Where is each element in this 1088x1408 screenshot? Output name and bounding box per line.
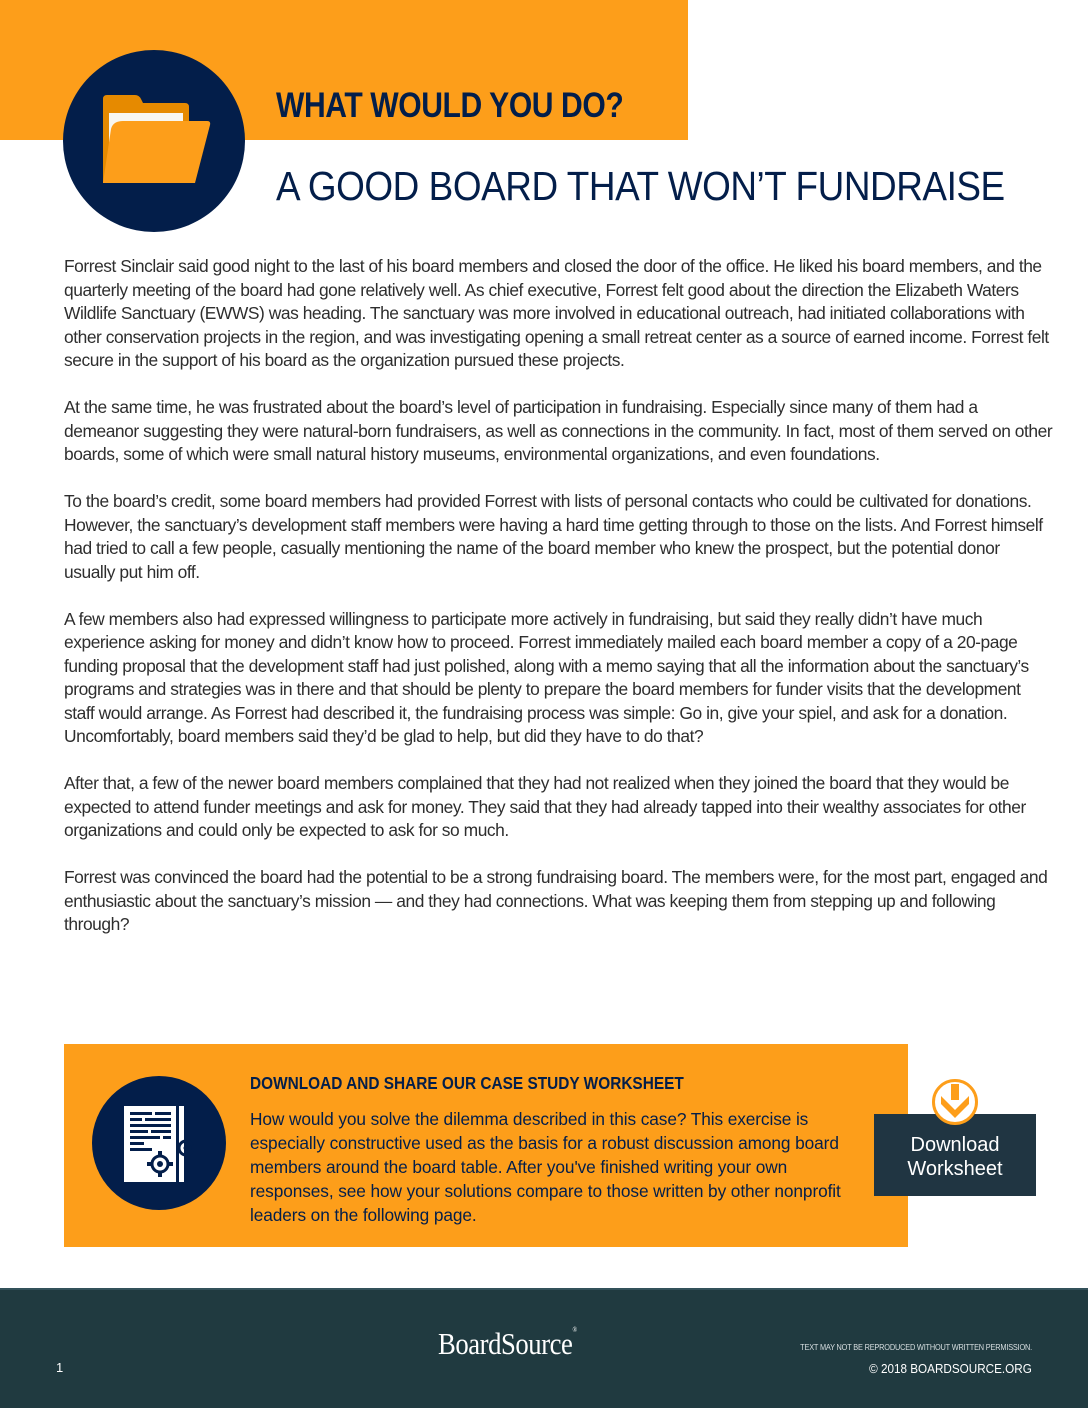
download-worksheet-widget[interactable] (874, 1079, 1036, 1196)
paragraph: Forrest Sinclair said good night to the last of his board members and closed the door of the office. He liked his board members, and the quarterly meeting of the board had gone relatively well. As chief executive, Forrest felt good about the direction the Elizabeth Waters Wildlife Sanctuary (EWWS) was heading. The sanctuary was more involved in educational outreach, had initiated collaborations with other conservation projects in the region, and was investigating opening a small retreat center as a source of earned income. Forrest felt secure in the support of his board as the organization pursued these projects. (64, 256, 1049, 370)
paragraph: At the same time, he was frustrated about the board’s level of participation in fundraising. Especially since many of them had a demeanor suggesting they were natural-born fundraisers, as well as connections in the community. In fact, most of them served on other boards, some of which were small natural history museums, environmental organizations, and even foundations. (64, 397, 1053, 464)
brand-name: BoardSource (438, 1326, 573, 1361)
header-icon-circle (63, 50, 245, 232)
copyright-link[interactable]: © 2018 BOARDSOURCE.ORG (869, 1361, 1032, 1376)
worksheet-icon-circle (92, 1076, 226, 1210)
worksheet-callout (64, 1044, 908, 1247)
download-worksheet-button[interactable] (874, 1114, 1036, 1196)
download-arrow-icon[interactable] (932, 1079, 978, 1125)
callout-text: How would you solve the dilemma described in this case? This exercise is especially constructive used as the basis for a robust discussion among board members around the board table. After you've finished writing your own responses, see how your solutions compare to those written by other nonprofit leaders on the following page. (250, 1109, 841, 1225)
brand-logo (438, 1326, 577, 1362)
callout-heading: DOWNLOAD AND SHARE OUR CASE STUDY WORKSHEET (250, 1073, 684, 1093)
kicker-heading: WHAT WOULD YOU DO? (276, 86, 624, 125)
footer (0, 1288, 1088, 1408)
copyright-notice: TEXT MAY NOT BE REPRODUCED WITHOUT WRITTEN PERMISSION. (800, 1343, 1032, 1352)
case-study-body (64, 255, 1054, 960)
paragraph: Forrest was convinced the board had the potential to be a strong fundraising board. The members were, for the most part, engaged and enthusiastic about the sanctuary’s mission — and they had connections. What was keeping them from stepping up and following through? (64, 867, 1048, 934)
paragraph: After that, a few of the newer board members complained that they had not realized when they joined the board that they would be expected to attend funder meetings and ask for money. They said that they had already tapped into their wealthy associates for other organizations and could only be expected to ask for so much. (64, 773, 1026, 840)
paragraph: A few members also had expressed willingness to participate more actively in fundraising, but said they really didn’t have much experience asking for money and didn’t know how to proceed. Forrest immediately mailed each board member a copy of a 20-page funding proposal that the development staff had just polished, along with a memo saying that all the information about the sanctuary’s programs and strategies was in there and that should be plenty to prepare the board members for funder visits that the development staff would arrange. As Forrest had described it, the fundraising process was simple: Go in, give your spiel, and ask for a donation. Uncomfortably, board members said they’d be glad to help, but did they have to do that? (64, 608, 1029, 746)
button-label-line1: Download (910, 1134, 1000, 1156)
button-label-line2: Worksheet (907, 1158, 1003, 1180)
registered-mark: ® (572, 1326, 577, 1334)
page-title: A GOOD BOARD THAT WON’T FUNDRAISE (276, 163, 1005, 209)
folder-icon (99, 95, 211, 185)
worksheet-gears-icon (120, 1104, 200, 1184)
page-number: 1 (56, 1360, 64, 1375)
paragraph: To the board’s credit, some board members had provided Forrest with lists of personal contacts who could be cultivated for donations. However, the sanctuary’s development staff members were having a hard time getting through to those on the lists. And Forrest himself had tried to call a few people, casually mentioning the name of the board member who knew the prospect, but the potential donor usually put him off. (64, 491, 1043, 582)
